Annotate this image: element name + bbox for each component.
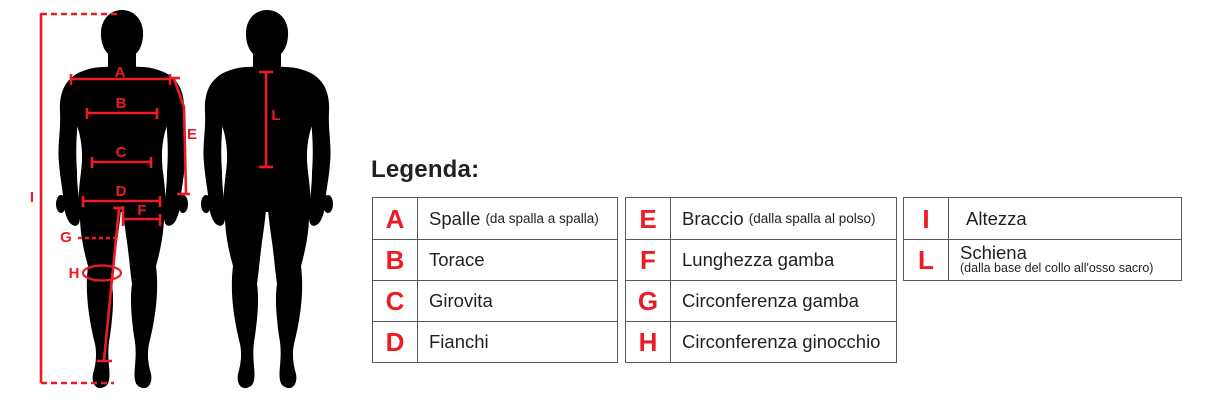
legend-row-a — [373, 198, 617, 239]
figure-label-a: A — [114, 64, 126, 81]
legend-letter-d: D — [373, 322, 418, 362]
legend-letter-f: F — [626, 240, 671, 280]
legend-desc-h: Circonferenza ginocchio — [682, 331, 881, 352]
legend-row-c — [373, 280, 617, 321]
legend-desc-d: Fianchi — [429, 331, 489, 352]
legend-letter-b: B — [373, 240, 418, 280]
thumb-shape — [56, 195, 66, 213]
legend-letter-a: A — [373, 198, 418, 239]
legend-table-1 — [372, 197, 618, 363]
legend-row-g — [626, 280, 896, 321]
legend-desc-a: Spalle (da spalla a spalla) — [429, 207, 599, 229]
legend-desc-b: Torace — [429, 249, 485, 270]
figure-label-c: C — [115, 144, 127, 161]
legend-row-l — [904, 239, 1181, 280]
figure-label-l: L — [271, 107, 281, 124]
legend-table-3 — [903, 197, 1182, 281]
figure-label-d: D — [115, 183, 127, 200]
figure-label-f: F — [137, 202, 147, 219]
legend-letter-h: H — [626, 322, 671, 362]
legend-row-i — [904, 198, 1181, 239]
legend-row-e — [626, 198, 896, 239]
figure-label-e: E — [186, 126, 198, 143]
legend-desc-c: Girovita — [429, 290, 493, 311]
legend-desc-i: Altezza — [966, 207, 1027, 229]
legend-letter-e: E — [626, 198, 671, 239]
legend-desc-f: Lunghezza gamba — [682, 249, 835, 270]
figure-label-g: G — [60, 229, 72, 246]
legend-letter-g: G — [626, 281, 671, 321]
back-figure-silhouette — [201, 10, 333, 388]
legend-letter-l: L — [904, 240, 949, 280]
legend-letter-c: C — [373, 281, 418, 321]
figure-label-i: I — [29, 189, 35, 206]
figure-label-h: H — [68, 265, 80, 282]
legend-row-f — [626, 239, 896, 280]
figure-label-b: B — [115, 95, 127, 112]
legend-letter-i: I — [904, 198, 949, 239]
legend-desc-g: Circonferenza gamba — [682, 290, 859, 311]
legend-row-d — [373, 321, 617, 362]
legend-row-h — [626, 321, 896, 362]
legend-table-2 — [625, 197, 897, 363]
legend-desc-e: Braccio (dalla spalla al polso) — [682, 207, 876, 229]
legend-row-b — [373, 239, 617, 280]
legend-title: Legenda: — [371, 156, 480, 183]
legend-desc-l: Schiena (dalla base del collo all'osso sacro) — [960, 242, 1154, 276]
body-measurement-diagram — [0, 0, 365, 400]
